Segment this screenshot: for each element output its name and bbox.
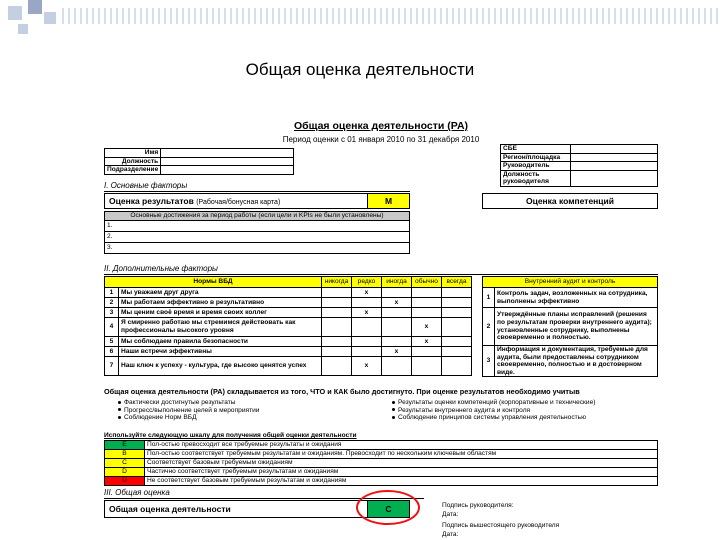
deco-square-2 — [28, 0, 42, 14]
scale-text: Пол-остью соответствует требуемым результатам и ожиданиям. Превосходит по нескольким ключевым областям — [145, 450, 658, 459]
deco-square-1 — [8, 6, 22, 20]
audit-table — [482, 276, 658, 377]
bullet-text: Результаты оценки компетенций (корпоративные и технические) — [398, 399, 596, 406]
bullet-icon — [118, 401, 121, 404]
overall-box: Общая оценка деятельности — [104, 500, 410, 518]
bullet-text: Прогресс/выполнение целей в мероприятии — [124, 406, 260, 414]
table-row — [105, 468, 658, 477]
norm-num: 1 — [105, 288, 119, 298]
norm-cell[interactable] — [412, 298, 442, 308]
field-department-label: Подразделение — [105, 166, 161, 175]
audit-header: Внутренний аудит и контроль — [483, 277, 658, 288]
slide-title: Общая оценка деятельности — [245, 60, 475, 79]
table-row — [483, 308, 658, 346]
norm-text: Мы соблюдаем правила безопасности — [119, 337, 322, 347]
audit-text: Контроль задач, возложенных на сотрудника, выполнены эффективно — [495, 288, 658, 308]
deco-square-3 — [44, 12, 56, 24]
results-note: (Рабочая/бонусная карта) — [196, 199, 281, 206]
results-box — [104, 193, 410, 209]
section-1-rule — [104, 191, 410, 192]
field-manager-position-value[interactable] — [571, 170, 658, 186]
table-row — [483, 346, 658, 377]
norm-cell[interactable] — [322, 347, 352, 357]
norms-table — [104, 276, 472, 376]
norm-mark[interactable]: x — [382, 347, 412, 357]
scale-text: Не соответствует базовым требуемым результатам и ожиданиям — [145, 477, 658, 486]
norm-mark[interactable]: x — [412, 337, 442, 347]
norm-num: 3 — [105, 308, 119, 318]
field-sbe-value[interactable] — [571, 145, 658, 154]
norm-mark[interactable]: x — [352, 308, 382, 318]
norm-cell[interactable] — [352, 337, 382, 347]
table-row — [105, 441, 658, 450]
norm-cell[interactable] — [442, 308, 472, 318]
norm-num: 7 — [105, 357, 119, 376]
audit-num: 2 — [483, 308, 495, 346]
norms-header: Нормы ВБД — [105, 277, 322, 288]
norm-cell[interactable] — [382, 288, 412, 298]
field-manager-label: Руководитель — [501, 162, 571, 171]
norm-num: 6 — [105, 347, 119, 357]
norm-mark[interactable]: x — [382, 298, 412, 308]
norm-cell[interactable] — [442, 357, 472, 376]
table-row — [483, 288, 658, 308]
norm-cell[interactable] — [412, 357, 442, 376]
employee-info-table — [104, 148, 294, 175]
results-grade[interactable]: M — [367, 193, 410, 209]
competence-box: Оценка компетенций — [482, 193, 658, 209]
scale-code: C — [105, 459, 145, 468]
goal-row-1[interactable]: 1. — [105, 221, 410, 232]
scale-code: E — [105, 441, 145, 450]
norm-cell[interactable] — [442, 288, 472, 298]
signature-manager-date: Дата: — [442, 511, 459, 518]
form-title: Общая оценка деятельности (PA) — [293, 120, 469, 132]
org-info-table — [500, 144, 658, 187]
list-item — [118, 414, 378, 422]
norm-cell[interactable] — [352, 298, 382, 308]
field-name-value[interactable] — [161, 149, 294, 158]
norm-text: Мы работаем эффективно в результативно — [119, 298, 322, 308]
pa-form — [104, 118, 658, 538]
field-manager-value[interactable] — [571, 162, 658, 171]
bullet-icon — [118, 416, 121, 419]
norm-mark[interactable]: x — [412, 318, 442, 337]
scale-code: U — [105, 477, 145, 486]
signature-manager: Подпись руководителя: — [442, 502, 514, 509]
scale-table — [104, 440, 658, 486]
bullets-left — [118, 399, 378, 422]
field-manager-position-label: Должность руководителя — [501, 170, 571, 186]
norm-cell[interactable] — [322, 357, 352, 376]
bullet-text: Результаты внутреннего аудита и контроля — [398, 406, 531, 414]
norm-cell[interactable] — [412, 308, 442, 318]
field-sbe-label: СБЕ — [501, 145, 571, 154]
deco-square-4 — [18, 24, 28, 34]
freq-sometimes: иногда — [382, 277, 412, 288]
freq-usually: обычно — [412, 277, 442, 288]
table-row — [105, 318, 472, 337]
summary-text: Общая оценка деятельности (PA) складывается из того, ЧТО и КАК было достигнуто. При оценке результатов необходимо учитыв — [104, 388, 580, 396]
freq-rarely: редко — [352, 277, 382, 288]
norm-cell[interactable] — [442, 298, 472, 308]
overall-grade[interactable]: C — [367, 500, 410, 518]
norm-text: Мы ценим своё время и время своих коллег — [119, 308, 322, 318]
table-row — [105, 477, 658, 486]
bullet-text: Соблюдение Норм ВБД — [124, 414, 197, 422]
bullet-text: Фактически достигнутые результаты — [124, 399, 236, 406]
bullet-icon — [392, 408, 395, 411]
norm-cell[interactable] — [352, 318, 382, 337]
goal-row-3[interactable]: 3. — [105, 243, 410, 254]
bullet-text: Соблюдение принципов системы управления деятельностью — [398, 414, 587, 422]
norm-mark[interactable]: x — [352, 357, 382, 376]
field-position-label: Должность — [105, 157, 161, 166]
norm-cell[interactable] — [382, 357, 412, 376]
bullet-icon — [118, 408, 121, 411]
section-3-title: III. Общая оценка — [104, 488, 170, 497]
norm-cell[interactable] — [382, 337, 412, 347]
field-region-value[interactable] — [571, 153, 658, 162]
field-department-value[interactable] — [161, 166, 294, 175]
norm-cell[interactable] — [322, 337, 352, 347]
form-period: Период оценки с 01 января 2010 по 31 декабря 2010 — [282, 135, 480, 144]
field-region-label: Регион/площадка — [501, 153, 571, 162]
norm-cell[interactable] — [322, 318, 352, 337]
table-row — [105, 298, 472, 308]
goal-row-2[interactable]: 2. — [105, 232, 410, 243]
norm-num: 2 — [105, 298, 119, 308]
scale-text: Соответствует базовым требуемым ожиданиям — [145, 459, 658, 468]
section-1-title: I. Основные факторы — [104, 181, 188, 190]
table-row — [105, 288, 472, 298]
scale-text: Частично соответствует требуемым результатам и ожиданиям — [145, 468, 658, 477]
freq-never: никогда — [322, 277, 352, 288]
list-item — [392, 399, 658, 407]
norm-cell[interactable] — [412, 347, 442, 357]
section-2-title: II. Дополнительные факторы — [104, 264, 218, 273]
norm-mark[interactable]: x — [352, 288, 382, 298]
norm-num: 4 — [105, 318, 119, 337]
norm-text: Наши встречи эффективны — [119, 347, 322, 357]
scale-code: B — [105, 450, 145, 459]
bullets-right — [392, 399, 658, 422]
freq-always: всегда — [442, 277, 472, 288]
results-label: Оценка результатов — [109, 196, 194, 206]
goals-header: Основные достижения за период работы (если цели и KPIs не были установлены) — [105, 212, 410, 221]
audit-text: Утверждённые планы исправлений (решения по результатам проверки внутреннего аудита); установленные сотруднику, выполнены своевременно и полностью. — [495, 308, 658, 346]
field-name-label: Имя — [105, 149, 161, 158]
scale-code: D — [105, 468, 145, 477]
table-row — [105, 357, 472, 376]
table-row — [105, 459, 658, 468]
table-row — [105, 450, 658, 459]
norm-text: Наш ключ к успеху - культура, где высоко ценятся успех — [119, 357, 322, 376]
deco-stripe — [62, 8, 720, 24]
highlight-circle — [356, 490, 420, 525]
audit-num: 1 — [483, 288, 495, 308]
norm-text: Я смиренно работаю мы стремимся действовать как профессионалы высокого уровня — [119, 318, 322, 337]
norm-cell[interactable] — [412, 288, 442, 298]
bullet-icon — [392, 401, 395, 404]
norm-cell[interactable] — [442, 318, 472, 337]
norm-cell[interactable] — [442, 337, 472, 347]
norm-cell[interactable] — [352, 347, 382, 357]
table-row — [105, 308, 472, 318]
table-row — [105, 337, 472, 347]
scale-text: Пол-остью превосходит все требуемые результаты и ожидания — [145, 441, 658, 450]
norm-cell[interactable] — [382, 308, 412, 318]
scale-title: Используйте следующую шкалу для получения общей оценки деятельности — [104, 432, 357, 439]
audit-num: 3 — [483, 346, 495, 377]
norm-num: 5 — [105, 337, 119, 347]
norm-text: Мы уважаем друг друга — [119, 288, 322, 298]
norm-cell[interactable] — [442, 347, 472, 357]
list-item — [118, 399, 378, 407]
goals-table — [104, 211, 410, 254]
signature-senior: Подпись вышестоящего руководителя — [442, 522, 560, 529]
norm-cell[interactable] — [322, 288, 352, 298]
field-position-value[interactable] — [161, 157, 294, 166]
section-2-rule — [104, 274, 658, 275]
norm-cell[interactable] — [322, 298, 352, 308]
signature-senior-date: Дата: — [442, 531, 459, 538]
audit-text: Информация и документация, требуемые для аудита, были предоставлены сотрудником своевременно, полностью и в достоверном виде. — [495, 346, 658, 377]
table-row — [105, 347, 472, 357]
list-item — [392, 414, 658, 422]
norm-cell[interactable] — [382, 318, 412, 337]
bullet-icon — [392, 416, 395, 419]
norm-cell[interactable] — [322, 308, 352, 318]
